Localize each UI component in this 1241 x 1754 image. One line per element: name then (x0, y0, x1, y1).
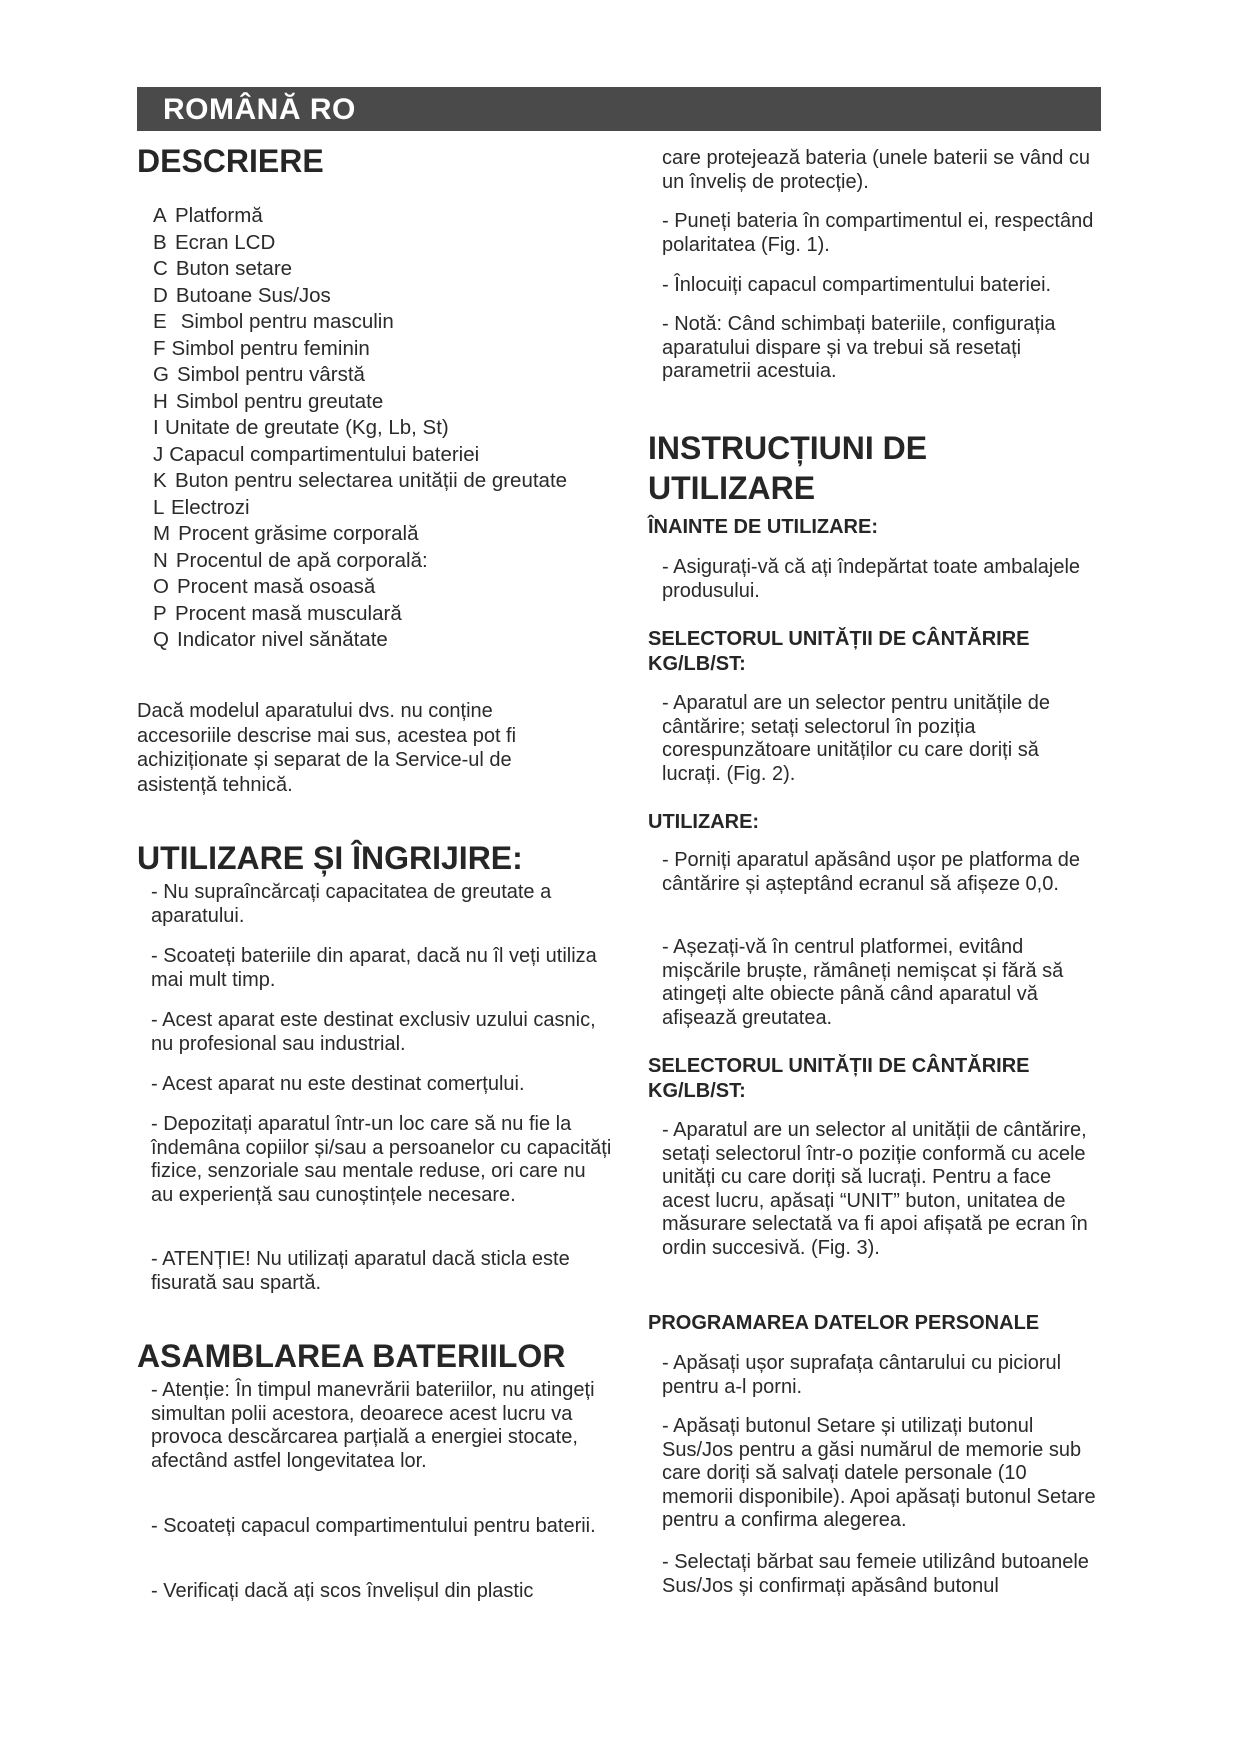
component-letter: C (153, 257, 168, 280)
component-list (153, 203, 567, 654)
list-item (153, 309, 567, 336)
component-label: Capacul compartimentului bateriei (169, 442, 480, 466)
list-item (153, 336, 567, 363)
language-header-label: ROMÂNĂ RO (163, 93, 356, 126)
component-letter: K (153, 469, 167, 492)
component-label: Buton setare (175, 257, 293, 280)
battery-continued-item: - Puneți bateria în compartimentul ei, respectând polaritatea (Fig. 1). (662, 210, 1094, 256)
battery-continued-item: care protejează bateria (unele baterii se vând cu un înveliș de protecție). (662, 147, 1091, 193)
before-use-item: - Asigurați-vă că ați îndepărtat toate ambalajele produsului. (662, 556, 1081, 602)
list-item (153, 256, 567, 283)
use-care-item: - Depozitați aparatul într-un loc care să nu fie la îndemâna copiilor și/sau a persoanelor cu capacități fizice, senzoriale sau mentale reduse, ori care nu au experiență sau cunoștințele necesare. (151, 1113, 612, 1206)
component-letter: J (153, 442, 164, 466)
accessories-note: Dacă modelul aparatului dvs. nu conține accesoriile descrise mai sus, acestea pot fi achiziționate și separat de la Service-ul de asistență tehnică. (137, 700, 517, 796)
use-care-item: - Acest aparat nu este destinat comerțului. (151, 1073, 525, 1095)
component-label: Simbol pentru greutate (175, 389, 384, 413)
before-use-title: ÎNAINTE DE UTILIZARE: (648, 516, 878, 538)
personal-data-item: - Apăsați ușor suprafața cântarului cu piciorul pentru a-l porni. (662, 1352, 1062, 1398)
personal-data-item: - Apăsați butonul Setare și utilizați butonul Sus/Jos pentru a găsi numărul de memorie sub care doriți să salvați datele personale (10 memorii disponibile). Apoi apăsați butonul Setare pentru a confirma alegerea. (662, 1415, 1096, 1531)
component-letter: L (153, 495, 165, 519)
component-label: Simbol pentru feminin (171, 336, 370, 360)
component-label: Electrozi (171, 495, 250, 519)
list-item (153, 495, 567, 522)
component-label: Procentul de apă corporală: (175, 548, 428, 572)
component-letter: G (153, 363, 169, 386)
usage-title: UTILIZARE: (648, 811, 760, 833)
list-item (153, 574, 567, 601)
component-letter: D (153, 283, 168, 307)
component-letter: M (153, 522, 171, 545)
battery-continued-item: - Notă: Când schimbați bateriile, configurația aparatului dispare și va trebui să resetați parametrii acestuia. (662, 313, 1056, 382)
component-letter: I (153, 416, 159, 439)
battery-item: - Verificați dacă ați scos învelișul din plastic (151, 1580, 534, 1602)
battery-item: - Scoateți capacul compartimentului pentru baterii. (151, 1515, 596, 1537)
list-item (153, 362, 567, 389)
component-label: Platformă (175, 204, 263, 227)
list-item (153, 442, 567, 469)
list-item (153, 521, 567, 548)
use-care-item: - ATENȚIE! Nu utilizați aparatul dacă sticla este fisurată sau spartă. (151, 1248, 570, 1294)
component-label: Indicator nivel sănătate (177, 628, 388, 651)
usage-item: - Așezați-vă în centrul platformei, evitând mișcările bruște, rămâneți nemișcat și fără să atingeți alte obiecte până când aparatul vă afișează greutatea. (662, 936, 1064, 1029)
component-label: Procent masă osoasă (177, 575, 376, 598)
component-letter: H (153, 389, 168, 413)
list-item (153, 203, 567, 230)
list-item (153, 601, 567, 628)
use-care-item: - Scoateți bateriile din aparat, dacă nu îl veți utiliza mai mult timp. (151, 945, 597, 991)
component-letter: E (153, 310, 167, 333)
list-item (153, 468, 567, 495)
battery-title: ASAMBLAREA BATERIILOR (137, 1338, 566, 1374)
list-item (153, 230, 567, 257)
battery-continued-item: - Înlocuiți capacul compartimentului bateriei. (662, 274, 1052, 296)
component-label: Procent grăsime corporală (178, 522, 419, 545)
component-letter: O (153, 575, 169, 598)
use-care-title: UTILIZARE ȘI ÎNGRIJIRE: (137, 840, 523, 876)
instructions-title: INSTRUCȚIUNI DE UTILIZARE (648, 430, 928, 506)
selector1-item: - Aparatul are un selector pentru unitățile de cântărire; setați selectorul în poziția corespunzătoare unităților cu care doriți să lucrați. (Fig. 2). (662, 692, 1051, 785)
list-item (153, 283, 567, 310)
language-header-banner (137, 87, 1101, 131)
component-label: Simbol pentru vârstă (176, 363, 365, 386)
description-title: DESCRIERE (137, 143, 324, 179)
use-care-item: - Nu supraîncărcați capacitatea de greutate a aparatului. (151, 881, 552, 927)
component-label: Unitate de greutate (Kg, Lb, St) (165, 416, 449, 439)
component-letter: B (153, 230, 167, 254)
component-label: Procent masă musculară (175, 601, 402, 625)
component-letter: P (153, 601, 167, 625)
list-item (153, 389, 567, 416)
personal-data-item: - Selectați bărbat sau femeie utilizând butoanele Sus/Jos și confirmați apăsând butonul (662, 1551, 1089, 1597)
selector2-item: - Aparatul are un selector al unității de cântărire, setați selectorul într-o poziție conformă cu acele unități cu care doriți să lucrați. Pentru a face acest lucru, apăsați “UNIT” buton, unitatea de măsurare selectată va fi apoi afișată pe ecran în ordin succesivă. (Fig. 3). (662, 1119, 1088, 1259)
usage-item: - Porniți aparatul apăsând ușor pe platforma de cântărire și așteptând ecranul să afișeze 0,0. (662, 849, 1081, 895)
component-label: Simbol pentru masculin (175, 310, 394, 333)
component-label: Buton pentru selectarea unității de greutate (175, 469, 568, 492)
list-item (153, 548, 567, 575)
component-label: Butoane Sus/Jos (175, 283, 331, 307)
component-letter: F (153, 336, 166, 360)
component-label: Ecran LCD (175, 230, 276, 254)
list-item (153, 415, 567, 442)
personal-data-title: PROGRAMAREA DATELOR PERSONALE (648, 1312, 1040, 1334)
list-item (153, 627, 567, 654)
component-letter: Q (153, 628, 169, 651)
battery-item: - Atenție: În timpul manevrării bateriilor, nu atingeți simultan polii acestora, deoarece acest lucru va provoca descărcarea parțială a energiei stocate, afectând astfel longevitatea lor. (151, 1379, 595, 1472)
selector2-title: SELECTORUL UNITĂȚII DE CÂNTĂRIRE KG/LB/ST: (648, 1055, 1030, 1102)
component-letter: N (153, 548, 168, 572)
selector1-title: SELECTORUL UNITĂȚII DE CÂNTĂRIRE KG/LB/ST: (648, 628, 1030, 675)
component-letter: A (153, 204, 167, 227)
use-care-item: - Acest aparat este destinat exclusiv uzului casnic, nu profesional sau industrial. (151, 1009, 596, 1055)
